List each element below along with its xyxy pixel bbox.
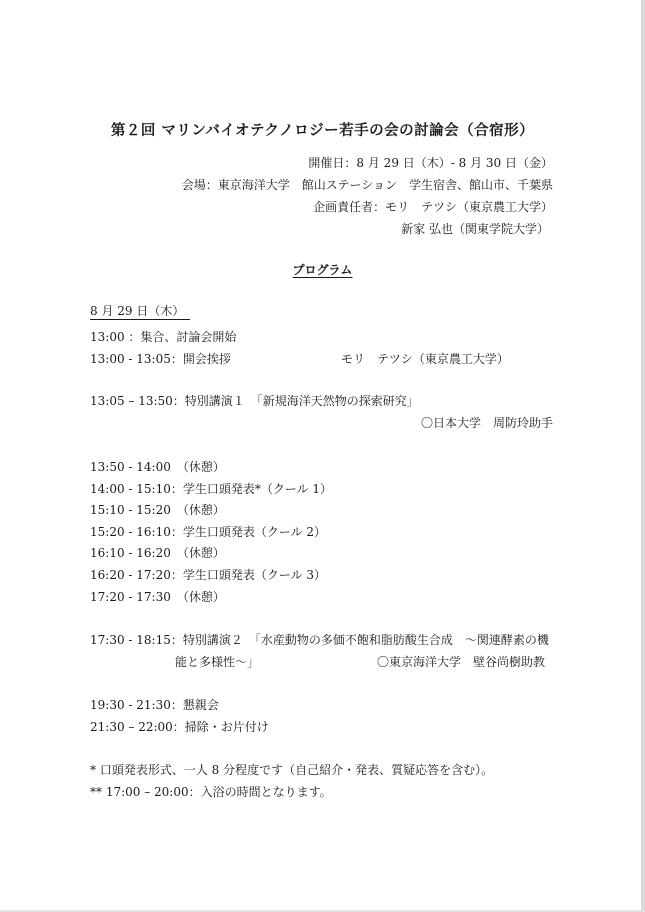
schedule-row-3: 13:05 – 13:50：特別講演１ 「新規海洋天然物の探索研究」 bbox=[90, 394, 419, 408]
schedule-row-1: 13:00 ：集合、討論会開始 bbox=[90, 330, 237, 344]
opening-speaker: モリ テツシ（東京農工大学） bbox=[341, 352, 509, 366]
event-date: 開催日：8 月 29 日（木）- 8 月 30 日（金） bbox=[308, 156, 553, 170]
schedule-row-12: 19:30 - 21:30：懇親会 bbox=[90, 698, 219, 712]
schedule-row-10: 17:20 - 17:30 （休憩） bbox=[90, 590, 225, 604]
lecture-1-speaker: 〇日本大学 周防玲助手 bbox=[421, 416, 554, 430]
program-heading-text: プログラム bbox=[292, 263, 353, 277]
program-heading bbox=[0, 261, 645, 278]
footnote-2: ** 17:00 – 20:00：入浴の時間となります。 bbox=[90, 785, 332, 799]
schedule-row-6: 15:10 - 15:20 （休憩） bbox=[90, 503, 225, 517]
document-title: 第２回 マリンバイオテクノロジー若手の会の討論会（合宿形） bbox=[110, 122, 535, 139]
schedule-row-11: 17:30 - 18:15：特別講演２ 「水産動物の多価不飽和脂肪酸生合成 ～関連酵素の機 bbox=[90, 633, 549, 647]
organizer-2: 新家 弘也（関東学院大学） bbox=[401, 222, 549, 236]
schedule-row-4: 13:50 - 14:00 （休憩） bbox=[90, 460, 225, 474]
day-heading: 8 月 29 日（木） bbox=[90, 303, 190, 320]
schedule-row-2: 13:00 - 13:05：開会挨拶 bbox=[90, 352, 231, 366]
event-venue: 会場：東京海洋大学 館山ステーション 学生宿舎、館山市、千葉県 bbox=[181, 178, 553, 192]
footnote-1: * 口頭発表形式、一人 8 分程度です（自己紹介・発表、質疑応答を含む）。 bbox=[90, 763, 494, 777]
schedule-row-13: 21:30 – 22:00：掃除・お片付け bbox=[90, 720, 269, 734]
lecture-2-title-cont: 能と多様性～」 bbox=[175, 655, 260, 669]
schedule-row-8: 16:10 - 16:20 （休憩） bbox=[90, 546, 225, 560]
schedule-row-9: 16:20 - 17:20：学生口頭発表（クール 3） bbox=[90, 568, 327, 582]
schedule-row-7: 15:20 - 16:10：学生口頭発表（クール 2） bbox=[90, 525, 327, 539]
schedule-row-5: 14:00 - 15:10：学生口頭発表*（クール 1） bbox=[90, 482, 333, 496]
organizer-1: 企画責任者：モリ テツシ（東京農工大学） bbox=[313, 200, 553, 214]
lecture-2-speaker: 〇東京海洋大学 壁谷尚樹助教 bbox=[377, 655, 546, 669]
